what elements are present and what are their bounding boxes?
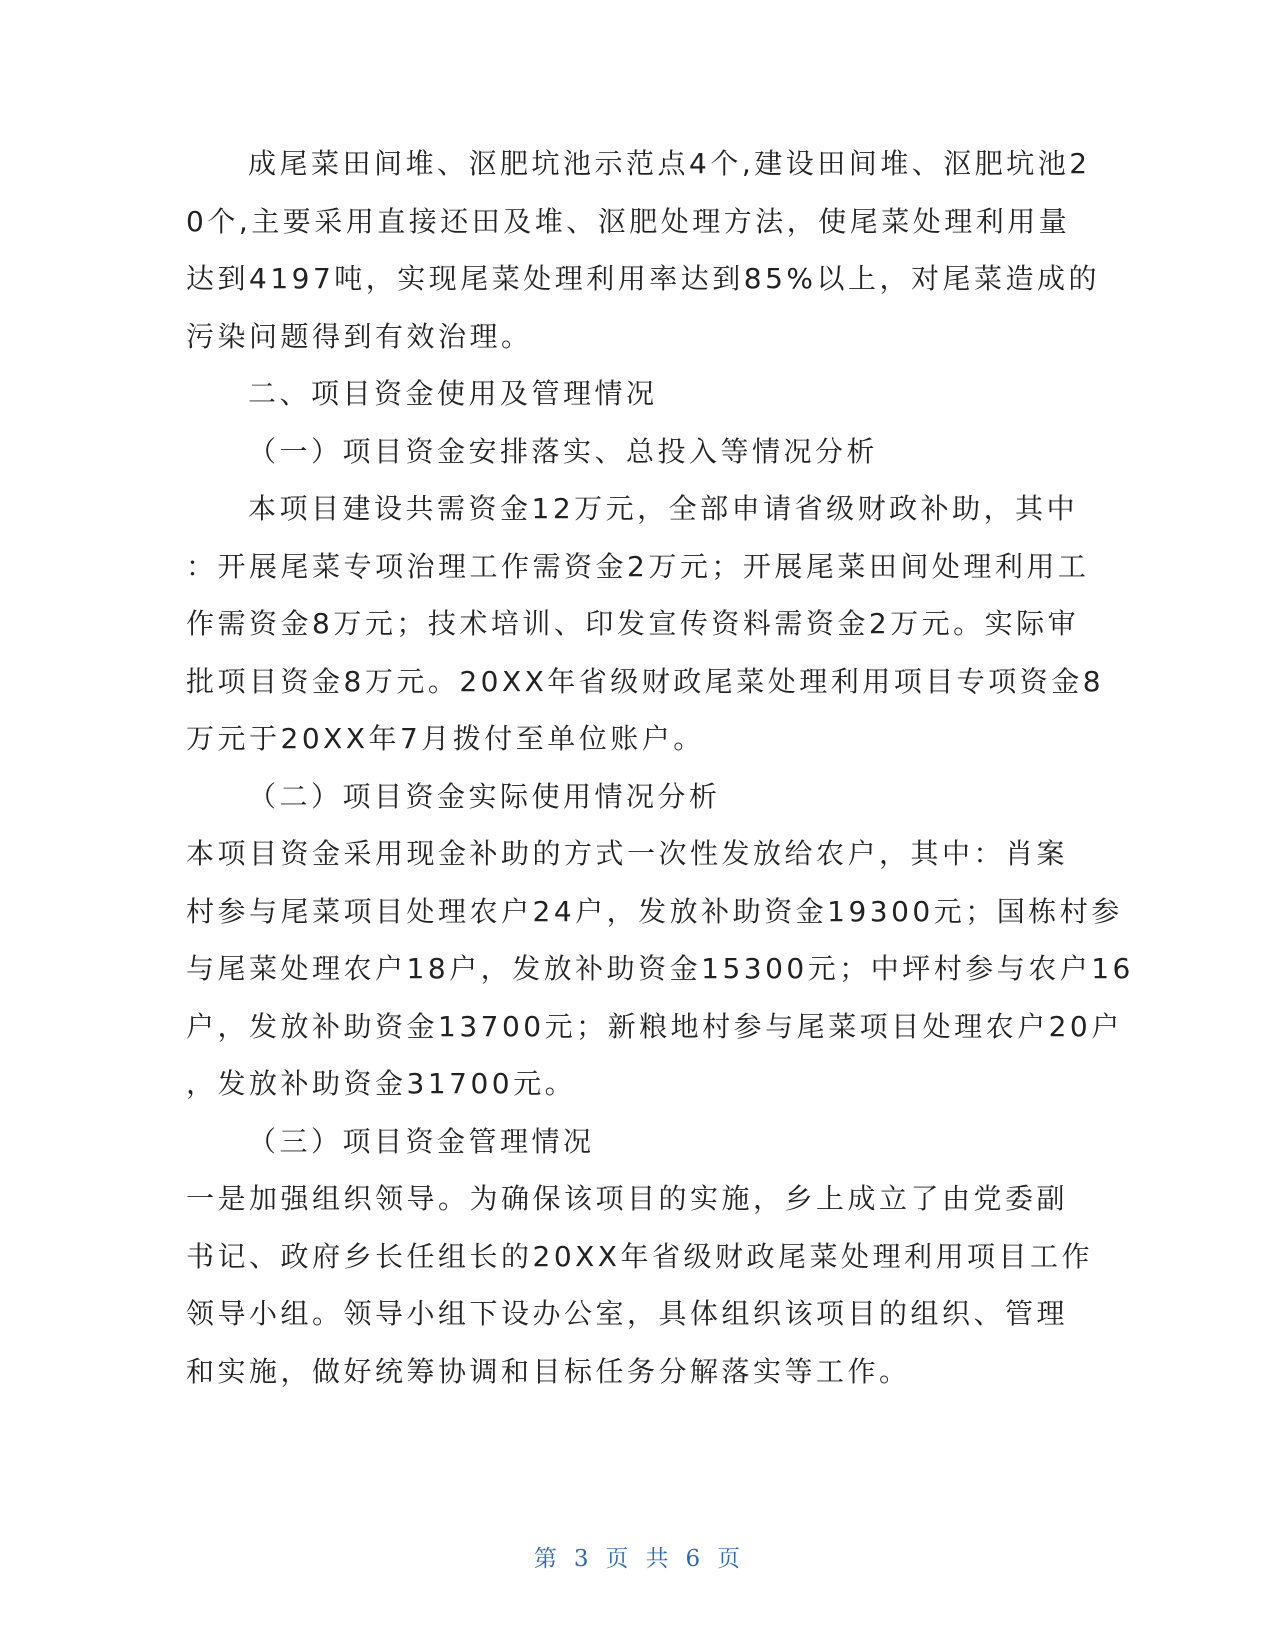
- body-line: 村参与尾菜项目处理农户24户，发放补助资金19300元；国栋村参: [186, 895, 1123, 928]
- subsection-heading: （二）项目资金实际使用情况分析: [248, 780, 721, 813]
- footer-total-pages: 6: [685, 1546, 702, 1572]
- body-line: 本项目建设共需资金12万元，全部申请省级财政补助，其中: [248, 492, 1079, 525]
- body-line: 达到4197吨，实现尾菜处理利用率达到85%以上，对尾菜造成的: [186, 262, 1100, 295]
- subsection-heading: （一）项目资金安排落实、总投入等情况分析: [248, 435, 879, 468]
- body-line: 和实施，做好统筹协调和目标任务分解落实等工作。: [186, 1355, 911, 1388]
- body-line: ：开展尾菜专项治理工作需资金2万元；开展尾菜田间处理利用工: [186, 550, 1090, 583]
- footer-label-page-unit: 页: [605, 1546, 630, 1572]
- page-footer: [0, 1540, 1275, 1573]
- section-heading: 二、项目资金使用及管理情况: [248, 377, 658, 410]
- footer-current-page: 3: [573, 1546, 590, 1572]
- subsection-heading: （三）项目资金管理情况: [248, 1125, 595, 1158]
- body-line: 0个,主要采用直接还田及堆、沤肥处理方法，使尾菜处理利用量: [186, 205, 1071, 238]
- body-line: 书记、政府乡长任组长的20XX年省级财政尾菜处理利用项目工作: [186, 1240, 1093, 1273]
- body-line: 作需资金8万元；技术培训、印发宣传资料需资金2万元。实际审: [186, 607, 1080, 640]
- body-line: 污染问题得到有效治理。: [186, 320, 533, 353]
- footer-label-page: 第: [533, 1546, 558, 1572]
- body-line: 批项目资金8万元。20XX年省级财政尾菜处理利用项目专项资金8: [186, 665, 1105, 698]
- body-line: 本项目资金采用现金补助的方式一次性发放给农户，其中：肖案: [186, 837, 1069, 870]
- footer-label-total: 共: [645, 1546, 670, 1572]
- body-line: 领导小组。领导小组下设办公室，具体组织该项目的组织、管理: [186, 1297, 1069, 1330]
- body-line: ，发放补助资金31700元。: [186, 1067, 577, 1100]
- body-line: 与尾菜处理农户18户，发放补助资金15300元；中坪村参与农户16: [186, 952, 1134, 985]
- body-line: 户，发放补助资金13700元；新粮地村参与尾菜项目处理农户20户: [186, 1010, 1123, 1043]
- footer-label-total-unit: 页: [717, 1546, 742, 1572]
- body-line: 万元于20XX年7月拨付至单位账户。: [186, 722, 705, 755]
- body-line: 一是加强组织领导。为确保该项目的实施，乡上成立了由党委副: [186, 1182, 1069, 1215]
- body-line: 成尾菜田间堆、沤肥坑池示范点4个,建设田间堆、沤肥坑池2: [248, 147, 1091, 180]
